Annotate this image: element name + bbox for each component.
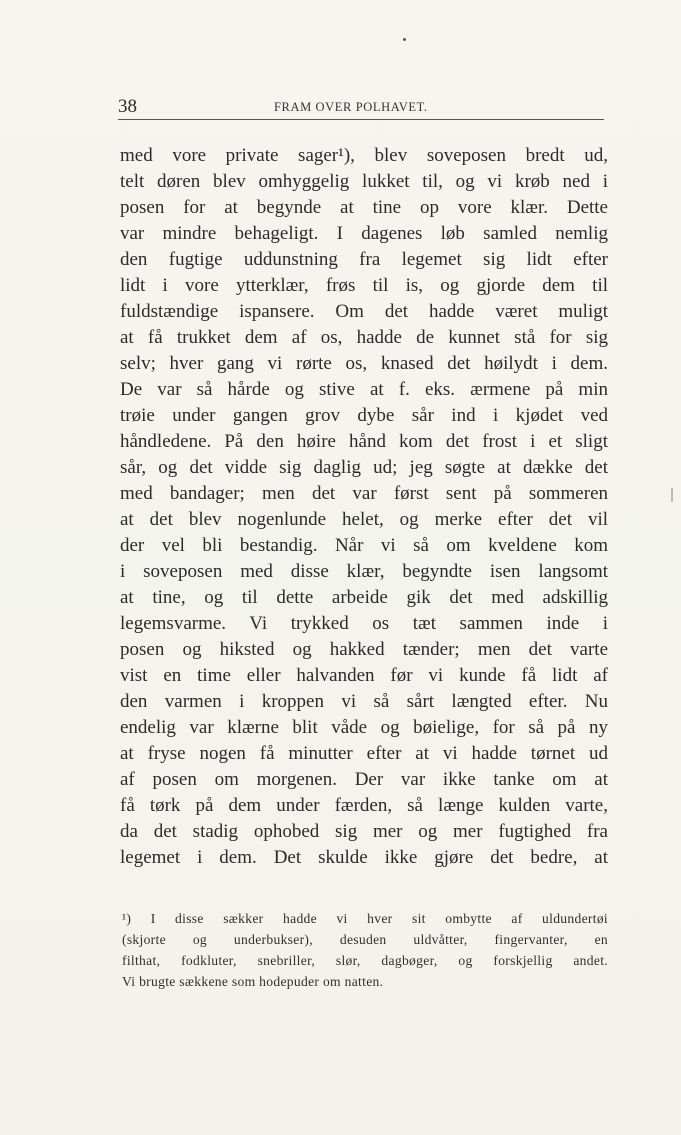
page-number: 38	[118, 96, 137, 117]
body-line: håndledene. På den høire hånd kom det frost i et sligt	[120, 431, 608, 452]
body-line: var mindre behageligt. I dagenes løb samled nemlig	[120, 223, 608, 244]
body-line: i soveposen med disse klær, begyndte isen langsomt	[120, 561, 608, 582]
body-line: posen og hiksted og hakked tænder; men det varte	[120, 639, 608, 660]
body-line: den varmen i kroppen vi så sårt længted efter. Nu	[120, 691, 608, 712]
body-line: at få trukket dem af os, hadde de kunnet stå for sig	[120, 327, 608, 348]
body-line: endelig var klærne blit våde og bøielige, for så på ny	[120, 717, 608, 738]
footnote	[122, 908, 608, 992]
body-line: trøie under gangen grov dybe sår ind i kjødet ved	[120, 405, 608, 426]
body-line: telt døren blev omhyggelig lukket til, og vi krøb ned i	[120, 171, 608, 192]
footnote-line: (skjorte og underbukser), desuden uldvåtter, fingervanter, en	[122, 932, 608, 947]
body-line: fuldstændige ispansere. Om det hadde været muligt	[120, 301, 608, 322]
page-header	[118, 95, 604, 120]
body-line: da det stadig ophobed sig mer og mer fugtighed fra	[120, 821, 608, 842]
footnote-line: filthat, fodkluter, snebriller, slør, dagbøger, og forskjellig andet.	[122, 953, 608, 968]
body-line: at det blev nogenlunde helet, og merke efter det vil	[120, 509, 608, 530]
body-line: legemsvarme. Vi trykked os tæt sammen inde i	[120, 613, 608, 634]
body-line: lidt i vore ytterklær, frøs til is, og gjorde dem til	[120, 275, 608, 296]
body-line: den fugtige uddunstning fra legemet sig lidt efter	[120, 249, 608, 270]
body-line: vist en time eller halvanden før vi kunde få lidt af	[120, 665, 608, 686]
page-edge-mark	[671, 488, 673, 502]
body-line: der vel bli bestandig. Når vi så om kveldene kom	[120, 535, 608, 556]
body-line: legemet i dem. Det skulde ikke gjøre det bedre, at	[120, 847, 608, 868]
body-line: sår, og det vidde sig daglig ud; jeg søgte at dække det	[120, 457, 608, 478]
body-line: at tine, og til dette arbeide gik det med adskillig	[120, 587, 608, 608]
body-line: De var så hårde og stive at f. eks. ærmene på min	[120, 379, 608, 400]
body-text	[120, 143, 608, 871]
print-speck	[403, 38, 406, 41]
body-line: med vore private sager¹), blev soveposen bredt ud,	[120, 145, 608, 166]
body-line: posen for at begynde at tine op vore klær. Dette	[120, 197, 608, 218]
running-title: FRAM OVER POLHAVET.	[274, 100, 428, 114]
footnote-line: Vi brugte sækkene som hodepuder om natten.	[122, 974, 384, 989]
body-line: af posen om morgenen. Der var ikke tanke om at	[120, 769, 608, 790]
body-line: selv; hver gang vi rørte os, knased det høilydt i dem.	[120, 353, 608, 374]
body-line: med bandager; men det var først sent på sommeren	[120, 483, 608, 504]
body-line: at fryse nogen få minutter efter at vi hadde tørnet ud	[120, 743, 608, 764]
footnote-line: ¹) I disse sækker hadde vi hver sit ombytte af uldundertøi	[122, 911, 608, 926]
body-line: få tørk på dem under færden, så længe kulden varte,	[120, 795, 608, 816]
